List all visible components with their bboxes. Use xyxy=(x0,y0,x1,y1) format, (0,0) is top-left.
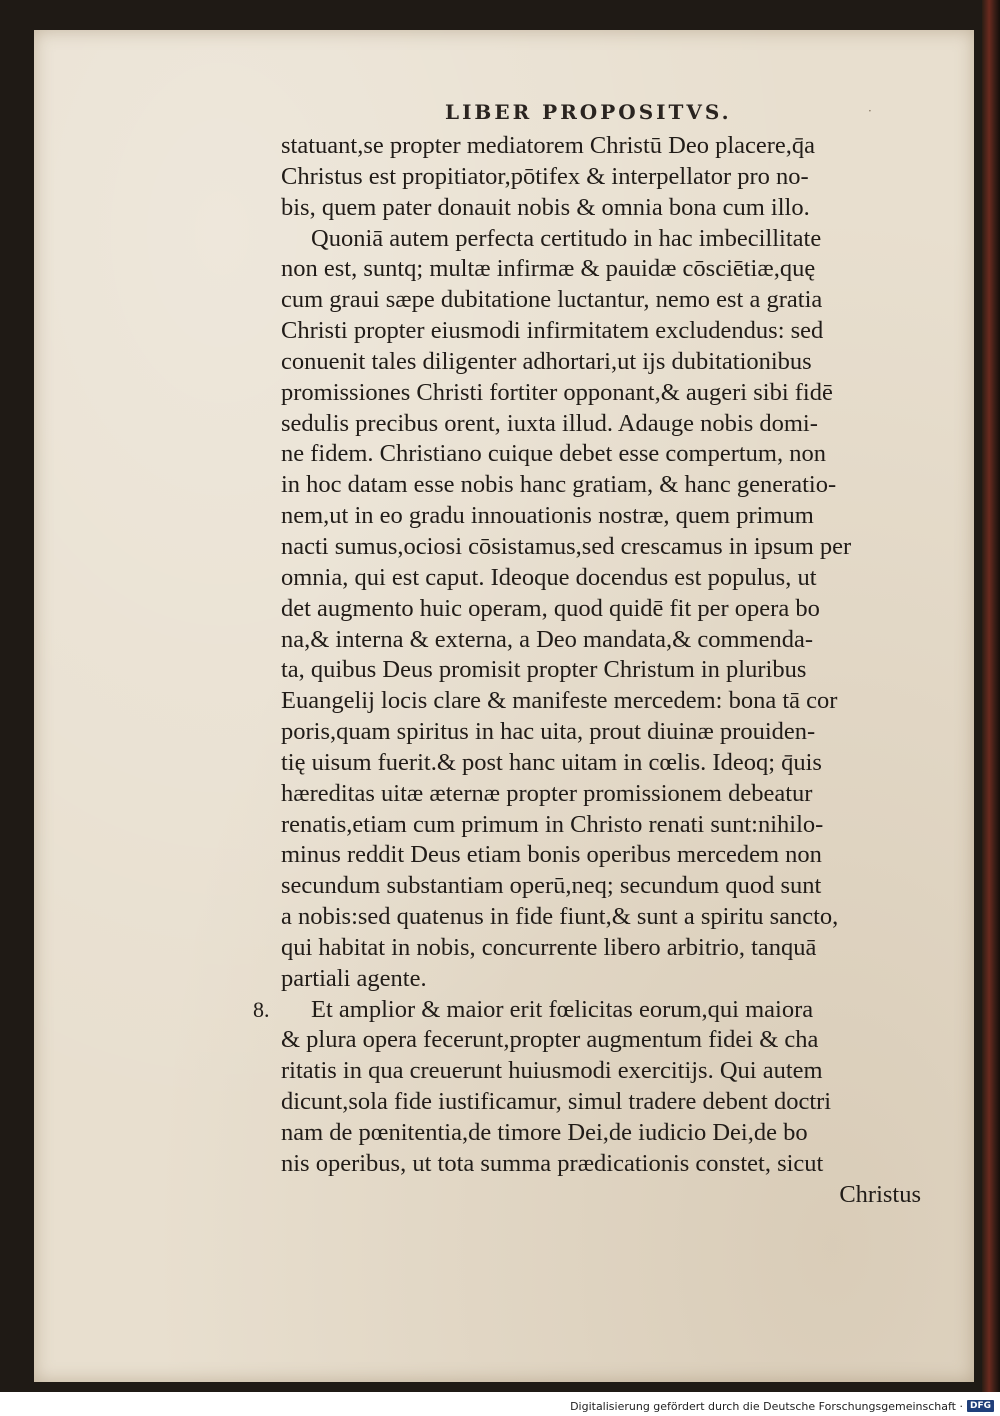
text-line: dicunt,sola fide iustificamur, simul tradere debent doctri xyxy=(281,1088,832,1116)
book-binding-edge xyxy=(982,0,1000,1392)
text-line: Quoniā autem perfecta certitudo in hac imbecillitate xyxy=(311,224,822,252)
text-line: bis, quem pater donauit nobis & omnia bona cum illo. xyxy=(281,193,810,221)
text-line: promissiones Christi fortiter opponant,& augeri sibi fidē xyxy=(281,378,833,406)
text-line: hæreditas uitæ æternæ propter promissionem debeatur xyxy=(281,779,813,807)
credit-text: Digitalisierung gefördert durch die Deutsche Forschungsgemeinschaft · xyxy=(570,1399,963,1413)
text-line: nis operibus, ut tota summa prædicationis constet, sicut xyxy=(281,1149,824,1177)
text-line: ta, quibus Deus promisit propter Christum in pluribus xyxy=(281,656,807,684)
running-head: LIBER PROPOSITVS. xyxy=(445,100,732,124)
text-line: sedulis precibus orent, iuxta illud. Adauge nobis domi- xyxy=(281,409,818,437)
dfg-logo: DFG xyxy=(967,1400,994,1412)
text-line: na,& interna & externa, a Deo mandata,& commenda- xyxy=(281,625,813,653)
text-line: minus reddit Deus etiam bonis operibus mercedem non xyxy=(281,841,822,869)
marginal-number: 8. xyxy=(253,996,270,1022)
funding-credit xyxy=(570,1399,994,1413)
text-line: det augmento huic operam, quod quidē fit per opera bo xyxy=(281,594,820,622)
text-line: qui habitat in nobis, concurrente libero arbitrio, tanquā xyxy=(281,933,817,961)
text-line: poris,quam spiritus in hac uita, prout diuinæ prouiden- xyxy=(281,718,816,746)
text-line-numbered xyxy=(253,995,921,1026)
text-line: ne fidem. Christiano cuique debet esse compertum, non xyxy=(281,440,826,468)
body-text xyxy=(253,131,921,1211)
text-line: non est, suntq; multæ infirmæ & pauidæ cōsciētiæ,quę xyxy=(281,255,816,283)
margin-dot: · xyxy=(868,104,872,118)
text-line: nem,ut in eo gradu innouationis nostræ, quem primum xyxy=(281,502,814,530)
text-line: conuenit tales diligenter adhortari,ut ijs dubitationibus xyxy=(281,347,812,375)
text-line: & plura opera fecerunt,propter augmentum fidei & cha xyxy=(281,1026,819,1054)
text-line: a nobis:sed quatenus in fide fiunt,& sunt a spiritu sancto, xyxy=(281,903,839,931)
text-line: cum graui sæpe dubitatione luctantur, nemo est a gratia xyxy=(281,286,823,314)
text-line: tię uisum fuerit.& post hanc uitam in cœlis. Ideoq; q̄uis xyxy=(281,748,822,776)
text-line: renatis,etiam cum primum in Christo renati sunt:nihilo- xyxy=(281,810,824,838)
text-line: Christi propter eiusmodi infirmitatem excludendus: sed xyxy=(281,317,824,345)
text-line: nacti sumus,ociosi cōsistamus,sed crescamus in ipsum per xyxy=(281,532,852,560)
text-line: ritatis in qua creuerunt huiusmodi exercitijs. Qui autem xyxy=(281,1057,823,1085)
text-line: Christus est propitiator,pōtifex & interpellator pro no- xyxy=(281,162,809,190)
text-line: secundum substantiam operū,neq; secundum quod sunt xyxy=(281,872,822,900)
text-line: Et amplior & maior erit fœlicitas eorum,qui maiora xyxy=(311,995,814,1023)
catchword: Christus xyxy=(839,1180,921,1208)
text-line: Euangelij locis clare & manifeste mercedem: bona tā cor xyxy=(281,687,838,715)
text-line: partiali agente. xyxy=(281,964,427,992)
text-line: statuant,se propter mediatorem Christū Deo placere,q̄a xyxy=(281,132,816,159)
text-line: nam de pœnitentia,de timore Dei,de iudicio Dei,de bo xyxy=(281,1119,808,1146)
text-line: omnia, qui est caput. Ideoque docendus est populus, ut xyxy=(281,563,817,591)
text-line: in hoc datam esse nobis hanc gratiam, & hanc generatio- xyxy=(281,471,837,499)
